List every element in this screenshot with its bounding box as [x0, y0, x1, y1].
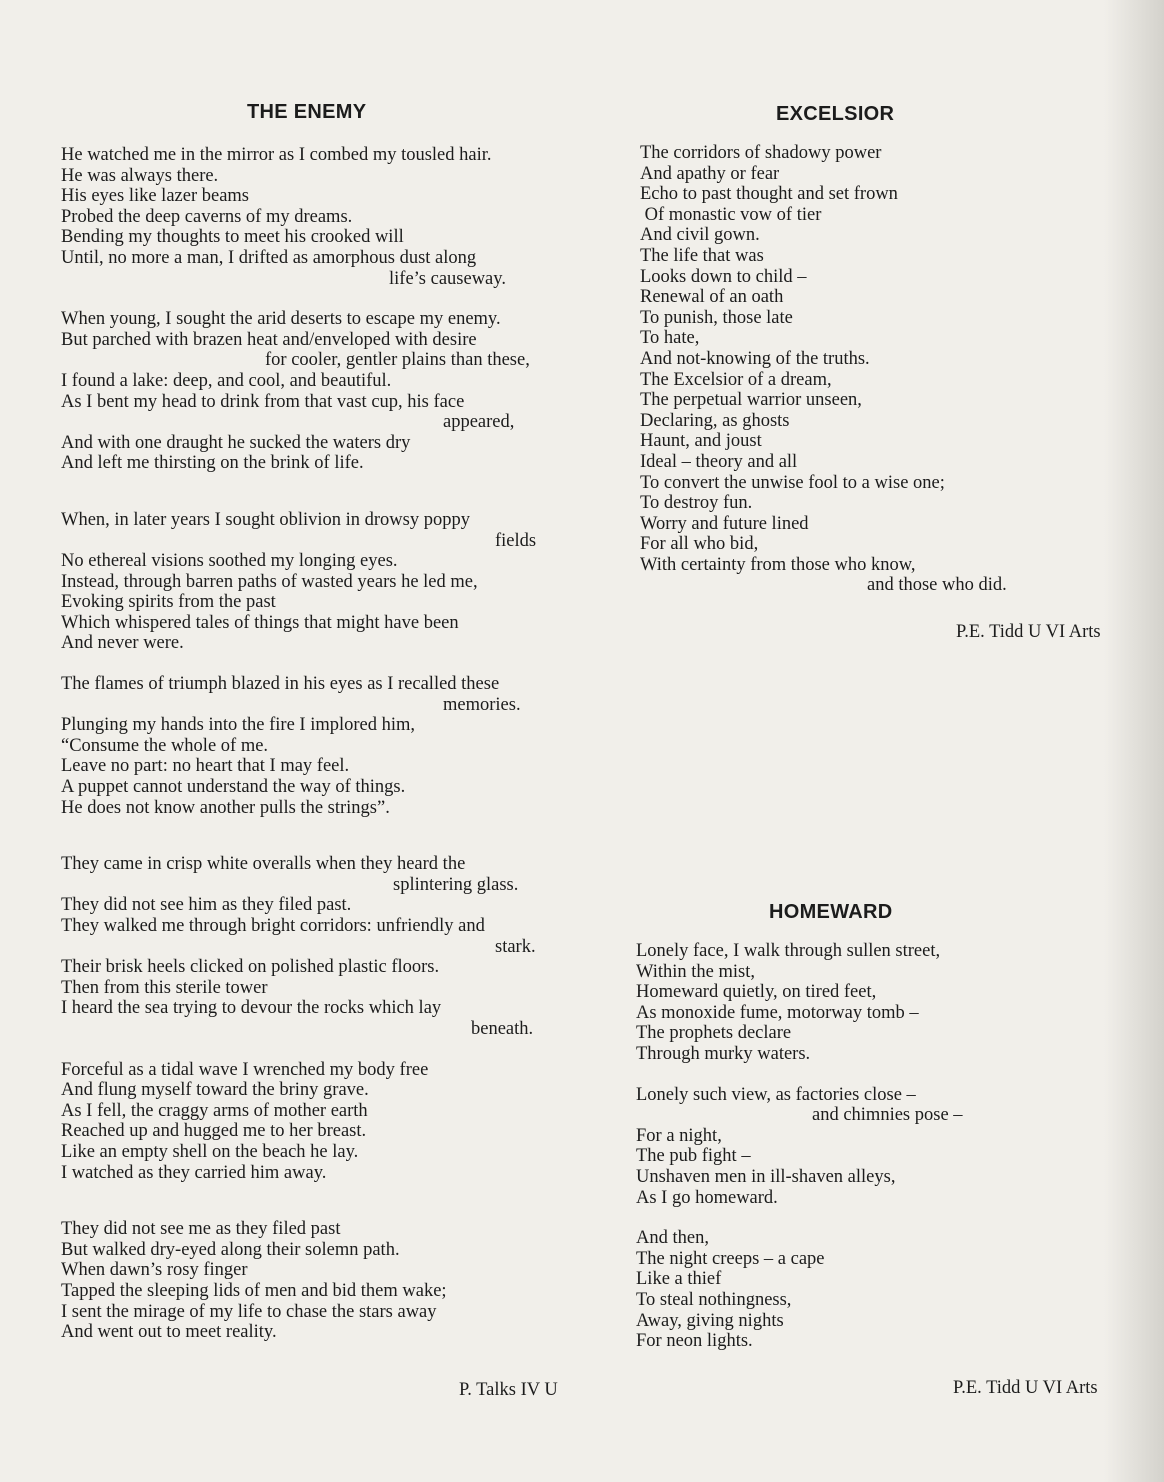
- poem-line: But walked dry-eyed along their solemn path.: [61, 1239, 400, 1260]
- poem-line: Leave no part: no heart that I may feel.: [61, 756, 350, 777]
- poem-line: The prophets declare: [636, 1023, 792, 1044]
- poem-line: Echo to past thought and set frown: [640, 184, 898, 205]
- poem-line: He does not know another pulls the strings”.: [61, 797, 390, 818]
- poem-line: beneath.: [471, 1018, 534, 1039]
- poem-line: To convert the unwise fool to a wise one;: [640, 472, 945, 493]
- poem-line: Within the mist,: [636, 961, 755, 982]
- excelsior-title: EXCELSIOR: [776, 103, 895, 125]
- poem-line: And flung myself toward the briny grave.: [61, 1080, 369, 1101]
- poem-line: His eyes like lazer beams: [61, 186, 250, 207]
- poem-line: Bending my thoughts to meet his crooked will: [61, 227, 404, 248]
- poem-line: The pub fight –: [636, 1146, 751, 1167]
- poem-line: When dawn’s rosy finger: [61, 1260, 248, 1281]
- poem-line: Reached up and hugged me to her breast.: [61, 1121, 367, 1142]
- poem-line: And civil gown.: [640, 225, 760, 246]
- poem-line: To steal nothingness,: [636, 1289, 792, 1310]
- poem-line: Unshaven men in ill-shaven alleys,: [636, 1166, 896, 1187]
- enemy-title: THE ENEMY: [247, 101, 367, 123]
- poem-line: for cooler, gentler plains than these,: [265, 350, 530, 371]
- enemy-poem: [61, 145, 571, 1343]
- poem-line: I sent the mirage of my life to chase the stars away: [61, 1301, 437, 1322]
- poem-line: Declaring, as ghosts: [640, 410, 790, 431]
- poem-line: appeared,: [443, 412, 515, 433]
- excelsior-author: P.E. Tidd U VI Arts: [956, 622, 1101, 642]
- poem-line: For a night,: [636, 1125, 722, 1146]
- poem-line: Until, no more a man, I drifted as amorphous dust along: [61, 247, 477, 268]
- poem-line: As I go homeward.: [636, 1187, 778, 1208]
- poem-line: With certainty from those who know,: [640, 554, 916, 575]
- poem-line: No ethereal visions soothed my longing eyes.: [61, 551, 398, 572]
- homeward-author: P.E. Tidd U VI Arts: [953, 1378, 1098, 1398]
- homeward-poem: [636, 941, 1006, 1352]
- poem-line: The life that was: [640, 245, 764, 266]
- poem-line: For all who bid,: [640, 534, 759, 555]
- poem-line: To hate,: [640, 328, 700, 349]
- poem-line: But parched with brazen heat and/enveloped with desire: [61, 329, 477, 350]
- poem-line: Through murky waters.: [636, 1043, 811, 1064]
- poem-line: The corridors of shadowy power: [640, 143, 882, 163]
- poem-line: Renewal of an oath: [640, 287, 784, 308]
- poem-line: fields: [495, 530, 537, 551]
- poem-line: And went out to meet reality.: [61, 1322, 277, 1343]
- poem-line: They came in crisp white overalls when they heard the: [61, 854, 466, 875]
- enemy-author: P. Talks IV U: [459, 1380, 558, 1400]
- poem-line: and those who did.: [867, 575, 1007, 596]
- poem-line: Plunging my hands into the fire I implored him,: [61, 715, 416, 736]
- poem-line: Their brisk heels clicked on polished plastic floors.: [61, 957, 440, 978]
- poem-line: memories.: [443, 694, 521, 715]
- poem-line: The perpetual warrior unseen,: [640, 390, 862, 411]
- poem-line: Homeward quietly, on tired feet,: [636, 982, 877, 1003]
- poem-line: He watched me in the mirror as I combed my tousled hair.: [61, 145, 492, 165]
- poem-line: When young, I sought the arid deserts to escape my enemy.: [61, 309, 501, 330]
- poem-line: Lonely face, I walk through sullen street,: [636, 941, 941, 961]
- poem-line: For neon lights.: [636, 1331, 753, 1352]
- poem-line: Forceful as a tidal wave I wrenched my body free: [61, 1059, 429, 1080]
- poem-line: And never were.: [61, 633, 184, 654]
- poem-line: The Excelsior of a dream,: [640, 369, 832, 390]
- poem-line: And not-knowing of the truths.: [640, 348, 870, 369]
- poem-line: and chimnies pose –: [812, 1105, 963, 1126]
- poem-line: I found a lake: deep, and cool, and beautiful.: [61, 370, 392, 391]
- poem-line: The night creeps – a cape: [636, 1248, 825, 1269]
- poem-line: They did not see him as they filed past.: [61, 895, 352, 916]
- poem-line: Probed the deep caverns of my dreams.: [61, 206, 353, 227]
- homeward-title: HOMEWARD: [769, 901, 893, 923]
- poem-line: I heard the sea trying to devour the rocks which lay: [61, 998, 442, 1019]
- poem-line: stark.: [495, 936, 536, 957]
- poem-line: As I fell, the craggy arms of mother earth: [61, 1100, 368, 1121]
- poem-line: Then from this sterile tower: [61, 977, 268, 998]
- poem-line: Like an empty shell on the beach he lay.: [61, 1141, 359, 1162]
- poem-line: life’s causeway.: [389, 268, 506, 289]
- poem-line: He was always there.: [61, 165, 219, 186]
- poem-line: A puppet cannot understand the way of things.: [61, 777, 406, 798]
- poem-line: Worry and future lined: [640, 513, 809, 534]
- poem-line: As monoxide fume, motorway tomb –: [636, 1002, 919, 1023]
- poem-line: When, in later years I sought oblivion in drowsy poppy: [61, 509, 470, 530]
- poem-line: Of monastic vow of tier: [640, 204, 822, 225]
- poem-line: splintering glass.: [393, 874, 519, 895]
- poem-line: To punish, those late: [640, 307, 793, 328]
- poem-line: The flames of triumph blazed in his eyes as I recalled these: [61, 674, 500, 695]
- poem-line: Instead, through barren paths of wasted years he led me,: [61, 571, 478, 592]
- poem-line: Like a thief: [636, 1269, 722, 1290]
- poem-line: Which whispered tales of things that might have been: [61, 612, 459, 633]
- poem-line: I watched as they carried him away.: [61, 1162, 327, 1183]
- page-edge-shadow: [1104, 0, 1164, 1482]
- poem-line: They walked me through bright corridors: unfriendly and: [61, 916, 485, 936]
- poem-line: “Consume the whole of me.: [61, 735, 269, 756]
- poem-line: And with one draught he sucked the waters dry: [61, 432, 411, 453]
- poem-line: Haunt, and joust: [640, 431, 762, 452]
- poem-line: And apathy or fear: [640, 163, 780, 184]
- poem-line: Evoking spirits from the past: [61, 592, 276, 613]
- poem-line: Tapped the sleeping lids of men and bid them wake;: [61, 1280, 447, 1301]
- poem-line: Away, giving nights: [636, 1310, 784, 1331]
- poem-line: Lonely such view, as factories close –: [636, 1084, 916, 1105]
- poem-line: As I bent my head to drink from that vast cup, his face: [61, 391, 465, 412]
- poem-line: To destroy fun.: [640, 493, 753, 514]
- poem-line: They did not see me as they filed past: [61, 1219, 341, 1240]
- poem-line: Ideal – theory and all: [640, 451, 798, 472]
- poem-line: Looks down to child –: [640, 266, 807, 287]
- poem-line: And then,: [636, 1228, 709, 1249]
- excelsior-poem: [640, 143, 1030, 596]
- poem-line: And left me thirsting on the brink of life.: [61, 453, 364, 474]
